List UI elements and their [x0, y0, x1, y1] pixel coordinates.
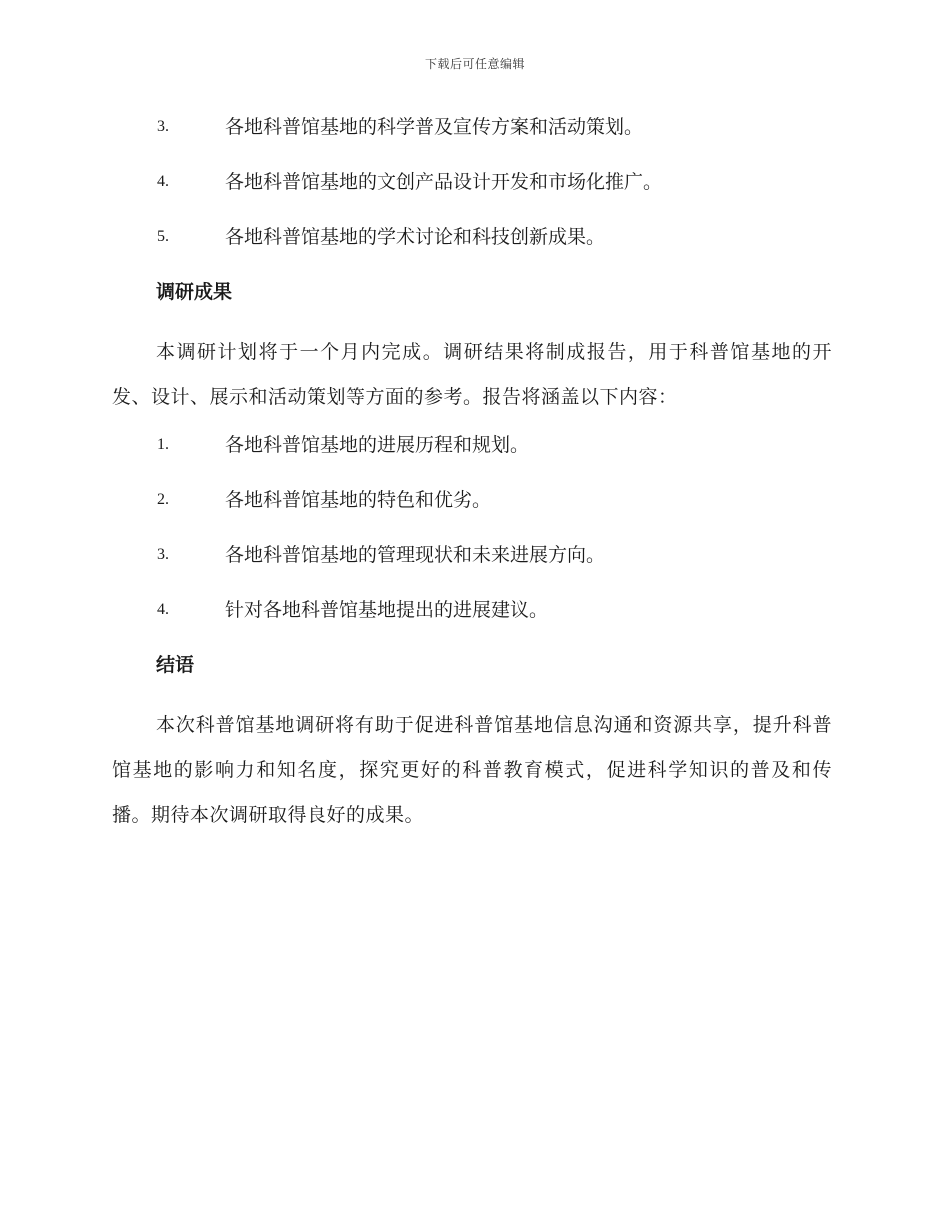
- list-text: 各地科普馆基地的特色和优劣。: [225, 489, 492, 511]
- list-number: 4.: [157, 173, 169, 190]
- list-item: [112, 538, 832, 593]
- section-heading-results: 调研成果: [156, 281, 233, 303]
- list-item: [112, 220, 832, 275]
- list-text: 针对各地科普馆基地提出的进展建议。: [225, 599, 549, 621]
- list-item: [112, 483, 832, 538]
- list-item: [112, 110, 832, 165]
- list-number: 2.: [157, 491, 169, 508]
- results-paragraph: 本调研计划将于一个月内完成。调研结果将制成报告，用于科普馆基地的开发、设计、展示和活动策划等方面的参考。报告将涵盖以下内容：: [112, 341, 832, 408]
- list-text: 各地科普馆基地的管理现状和未来进展方向。: [225, 544, 606, 566]
- list-text: 各地科普馆基地的学术讨论和科技创新成果。: [225, 226, 606, 248]
- list-item: [112, 428, 832, 483]
- list-number: 4.: [157, 601, 169, 618]
- list-item: [112, 165, 832, 220]
- conclusion-paragraph: 本次科普馆基地调研将有助于促进科普馆基地信息沟通和资源共享，提升科普馆基地的影响力和知名度，探究更好的科普教育模式，促进科学知识的普及和传播。期待本次调研取得良好的成果。: [112, 714, 832, 826]
- document-body: [112, 110, 832, 846]
- list-text: 各地科普馆基地的进展历程和规划。: [225, 434, 530, 456]
- list-item: [112, 593, 832, 648]
- list-text: 各地科普馆基地的文创产品设计开发和市场化推广。: [225, 171, 663, 193]
- list-number: 3.: [157, 546, 169, 563]
- list-number: 5.: [157, 228, 169, 245]
- list-number: 1.: [157, 436, 169, 453]
- list-text: 各地科普馆基地的科学普及宣传方案和活动策划。: [225, 116, 644, 138]
- page-header: 下载后可任意编辑: [424, 57, 525, 71]
- section-heading-conclusion: 结语: [156, 654, 195, 676]
- list-number: 3.: [157, 118, 169, 135]
